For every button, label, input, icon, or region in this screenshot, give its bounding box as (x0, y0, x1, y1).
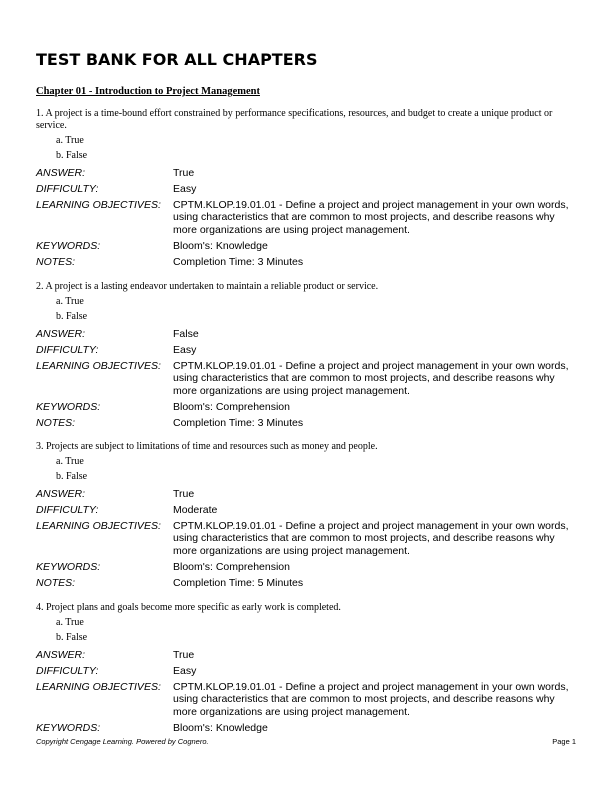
keywords-row (36, 240, 576, 253)
objective-value: CPTM.KLOP.19.01.01 - Define a project and project management in your own words, using characteristics that are common to most projects, and describe reasons why more organizations are using project management. (173, 359, 569, 397)
objective-value: CPTM.KLOP.19.01.01 - Define a project and project management in your own words, using characteristics that are common to most projects, and describe reasons why more organizations are using project management. (173, 680, 569, 718)
question-block-3 (36, 441, 576, 589)
option-a: a. True (56, 135, 84, 146)
answer-label: ANSWER: (36, 327, 86, 340)
answer-value: False (173, 327, 199, 340)
answer-label: ANSWER: (36, 487, 86, 500)
notes-value: Completion Time: 3 Minutes (173, 255, 304, 268)
difficulty-row (36, 344, 576, 357)
difficulty-row (36, 183, 576, 196)
answer-row (36, 167, 576, 180)
keywords-row (36, 722, 576, 735)
difficulty-value: Easy (173, 343, 197, 356)
notes-value: Completion Time: 3 Minutes (173, 416, 304, 429)
keywords-value: Bloom's: Comprehension (173, 560, 290, 573)
objective-row (36, 360, 576, 398)
objective-value: CPTM.KLOP.19.01.01 - Define a project and project management in your own words, using characteristics that are common to most projects, and describe reasons why more organizations are using project management. (173, 519, 569, 557)
objective-label: LEARNING OBJECTIVES: (36, 359, 161, 372)
objective-value: CPTM.KLOP.19.01.01 - Define a project and project management in your own words, using characteristics that are common to most projects, and describe reasons why more organizations are using project management. (173, 198, 569, 236)
option-b: b. False (56, 311, 88, 322)
option-b: b. False (56, 471, 88, 482)
answer-row (36, 488, 576, 501)
keywords-value: Bloom's: Knowledge (173, 721, 268, 734)
question-stem: 2. A project is a lasting endeavor undertaken to maintain a reliable product or service. (36, 281, 379, 292)
objective-label: LEARNING OBJECTIVES: (36, 680, 161, 693)
difficulty-value: Moderate (173, 503, 218, 516)
notes-label: NOTES: (36, 576, 76, 589)
keywords-value: Bloom's: Comprehension (173, 400, 290, 413)
difficulty-label: DIFFICULTY: (36, 664, 99, 677)
question-stem: 4. Project plans and goals become more specific as early work is completed. (36, 602, 341, 613)
question-block-4 (36, 602, 576, 734)
difficulty-value: Easy (173, 182, 197, 195)
objective-row (36, 681, 576, 719)
answer-row (36, 649, 576, 662)
keywords-label: KEYWORDS: (36, 400, 101, 413)
option-a: a. True (56, 617, 84, 628)
answer-value: True (173, 166, 195, 179)
difficulty-label: DIFFICULTY: (36, 503, 99, 516)
objective-label: LEARNING OBJECTIVES: (36, 519, 161, 532)
question-stem: 3. Projects are subject to limitations of time and resources such as money and people. (36, 441, 378, 452)
question-block-1 (36, 108, 576, 268)
notes-label: NOTES: (36, 255, 76, 268)
keywords-row (36, 561, 576, 574)
option-b: b. False (56, 150, 88, 161)
notes-value: Completion Time: 5 Minutes (173, 576, 304, 589)
keywords-value: Bloom's: Knowledge (173, 239, 268, 252)
notes-row (36, 256, 576, 269)
difficulty-row (36, 504, 576, 517)
keywords-label: KEYWORDS: (36, 721, 101, 734)
notes-row (36, 417, 576, 430)
answer-label: ANSWER: (36, 648, 86, 661)
answer-value: True (173, 487, 195, 500)
answer-label: ANSWER: (36, 166, 86, 179)
page-number: Page 1 (552, 737, 576, 746)
option-b: b. False (56, 632, 88, 643)
difficulty-row (36, 665, 576, 678)
objective-row (36, 520, 576, 558)
notes-label: NOTES: (36, 416, 76, 429)
difficulty-label: DIFFICULTY: (36, 182, 99, 195)
difficulty-value: Easy (173, 664, 197, 677)
notes-row (36, 577, 576, 590)
option-a: a. True (56, 456, 84, 467)
copyright-footer: Copyright Cengage Learning. Powered by Cognero. (36, 737, 209, 746)
objective-row (36, 199, 576, 237)
question-stem: 1. A project is a time-bound effort constrained by performance specifications, resources, and budget to create a unique product or service. (36, 108, 553, 131)
objective-label: LEARNING OBJECTIVES: (36, 198, 161, 211)
option-a: a. True (56, 296, 84, 307)
keywords-label: KEYWORDS: (36, 560, 101, 573)
keywords-row (36, 401, 576, 414)
keywords-label: KEYWORDS: (36, 239, 101, 252)
page-title: TEST BANK FOR ALL CHAPTERS (36, 50, 318, 69)
difficulty-label: DIFFICULTY: (36, 343, 99, 356)
answer-value: True (173, 648, 195, 661)
chapter-heading: Chapter 01 - Introduction to Project Management (36, 86, 260, 97)
question-block-2 (36, 281, 576, 429)
answer-row (36, 328, 576, 341)
